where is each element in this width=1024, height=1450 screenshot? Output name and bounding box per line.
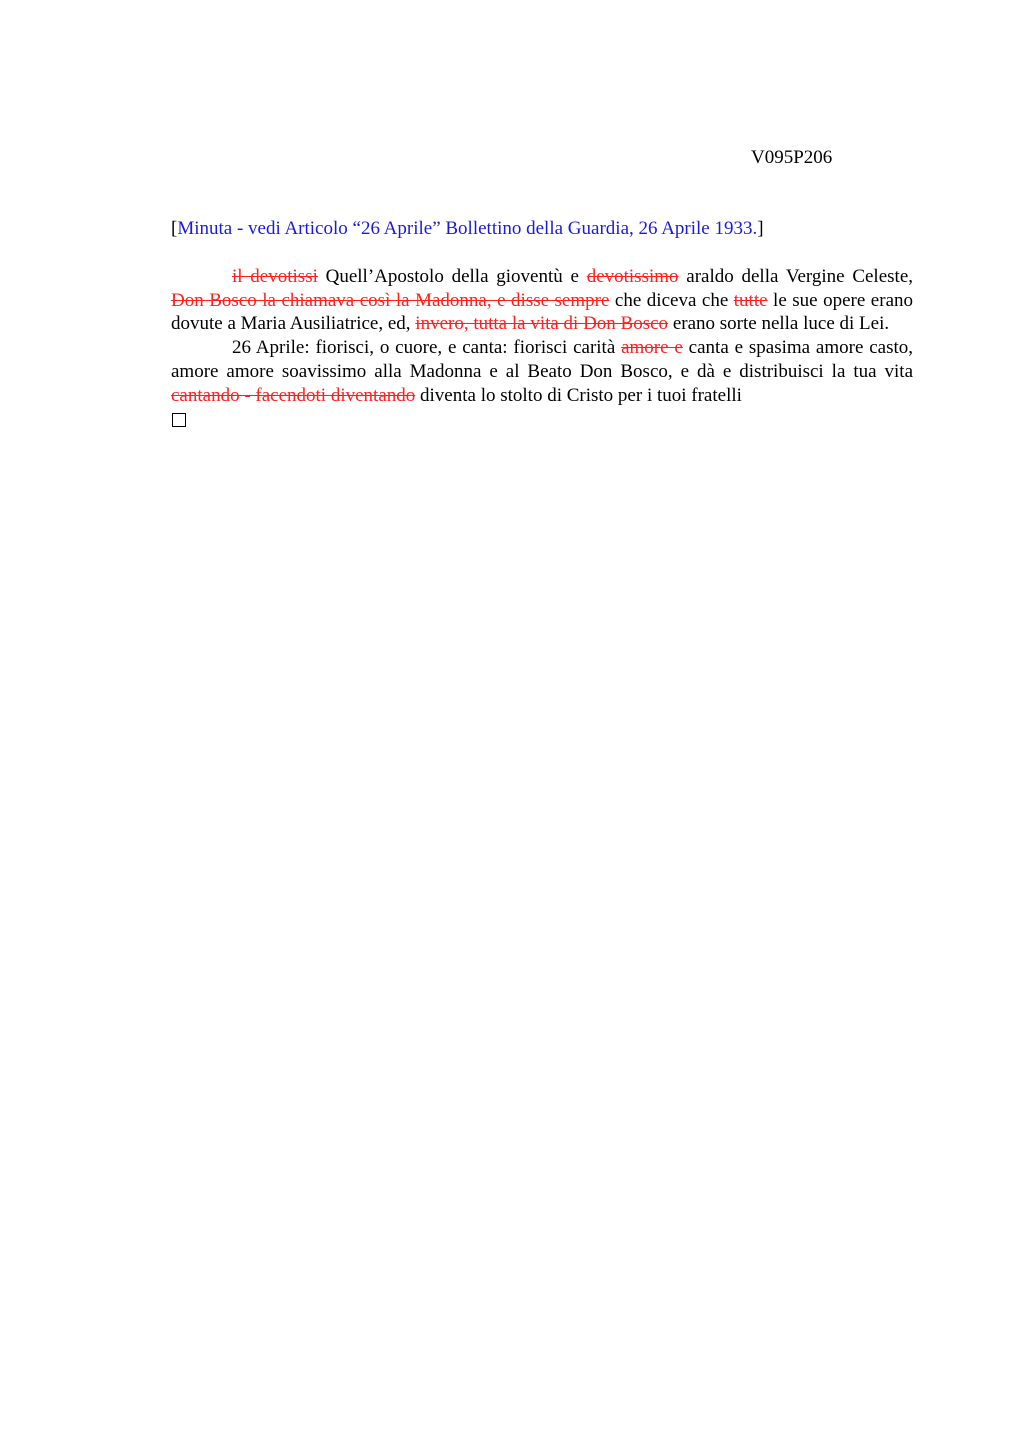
editorial-note (171, 218, 931, 240)
note-open-bracket: [ (171, 218, 178, 239)
manuscript-body (171, 265, 913, 427)
note-close-bracket: ] (757, 218, 764, 239)
deleted-text: tutte (733, 289, 768, 311)
body-text-segment: 26 Aprile: fiorisci, o cuore, e canta: fiorisci carità (232, 337, 622, 359)
note-text: Minuta - vedi Articolo “26 Aprile” Bollettino della Guardia, 26 Aprile 1933. (177, 218, 758, 239)
body-text-segment: che diceva che (609, 289, 734, 311)
body-text-segment: araldo della Vergine Celeste, (678, 266, 913, 287)
body-text-segment: Quell’Apostolo della gioventù e (317, 266, 587, 287)
empty-square-icon (172, 413, 186, 427)
deleted-text: cantando - facendoti diventando (171, 384, 416, 406)
body-text-segment: canta e spasima amore casto, amore amore soavissimo alla Madonna e al Beato Don Bosco, e dà e distribuisci la tua vita (171, 337, 914, 382)
deleted-text: devotissimo (586, 266, 679, 287)
deleted-text: amore e (621, 337, 683, 359)
deleted-text: Don Bosco la chiamava così la Madonna, e disse sempre (171, 289, 610, 311)
deleted-text: il devotissi (232, 266, 318, 287)
paragraph-1 (171, 265, 913, 336)
deleted-text: invero, tutta la vita di Don Bosco (415, 313, 669, 335)
body-text-segment: diventa lo stolto di Cristo per i tuoi fratelli (415, 384, 742, 406)
body-text-segment: le sue opere erano dovute a Maria Ausiliatrice, ed, (171, 289, 913, 335)
body-text-segment: erano sorte nella luce di Lei. (668, 313, 890, 335)
page-id: V095P206 (751, 147, 833, 168)
paragraph-2 (171, 336, 913, 407)
